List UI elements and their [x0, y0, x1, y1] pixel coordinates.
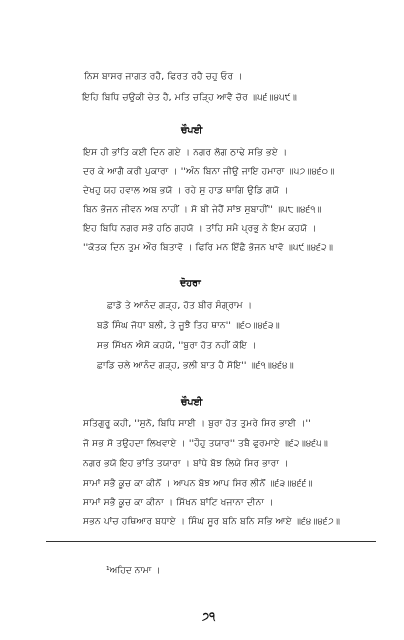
section-heading: ਚੌਪਈ — [181, 397, 203, 408]
section-heading: ਦੋਹਰਾ — [180, 278, 201, 289]
verse-line: ਦਰ ਕੇ ਆਗੈ ਕਰੀ ਪੁਕਾਰਾ । ''ਅੰਨ ਬਿਨਾ ਜੀਉ ਜਾਇ ਹਮਾਰਾ ॥੫੭॥੪੬੦॥ — [83, 166, 335, 177]
verse-line: ਛਾਡਿ ਚਲੇ ਆਨੰਦ ਗੜ੍ਹ, ਭਲੀ ਬਾਤ ਹੈ ਸੋਇ'' ॥੬੧॥੪੬੪॥ — [97, 360, 294, 371]
verse-line: ਸਾਮਾਂ ਸਭੈ ਕੂਚ ਕਾ ਕੀਨੋਂ । ਆਪਨ ਬੋਝ ਆਪ ਸਿਰ ਲੀਨੋਂ ॥੬੩॥੪੬੬॥ — [83, 478, 313, 489]
verse-line: ਇਹ ਬਿਧਿ ਨਗਰ ਸਭੋ ਹਠਿ ਗਹਯੋ । ਤਾਂਹਿ ਸਮੈ ਪ੍ਰਭੁ ਨੇ ਇਮ ਕਹਯੋ । — [83, 223, 317, 234]
verse-line: ਦੇਖਹੁ ਯਹ ਹਵਾਲ ਅਬ ਭਯੋ । ਰਹੇ ਸੁ ਹਾਡ ਥਾਗਿ ਉਡਿ ਗਯੋ । — [83, 185, 289, 196]
verse-line: ਬਿਨ ਭੋਜਨ ਜੀਵਨ ਅਬ ਨਾਹੀਂ । ਸੋ ਬੀ ਜੇਹੈਂ ਸਾਂਝ ਸੁਬਾਹੀਂ'' ॥੫੮॥੪੬੧॥ — [83, 204, 322, 215]
page-number: ੭੧ — [202, 610, 216, 623]
verse-line: ''ਕੋਤਕ ਦਿਨ ਤੁਮ ਔਰ ਬਿਤਾਵੋ । ਫਿਰਿ ਮਨ ਇੱਛੈ ਭੋਜਨ ਖਾਵੋ ॥੫੯॥੪੬੨॥ — [83, 242, 334, 253]
section-heading: ਚੌਪਈ — [181, 125, 203, 136]
footnote-divider — [46, 541, 376, 542]
verse-line: ਸਾਮਾਂ ਸਭੈ ਕੂਚ ਕਾ ਕੀਨਾ । ਸਿੱਖਨ ਬਾਂਟਿ ਖਜਾਨਾ ਦੀਨਾ । — [83, 497, 274, 508]
verse-line: ਬਡੋ ਸਿੰਘ ਜੋਧਾ ਬਲੀ, ਤੇ ਜੂਝੈ ਤਿਹ ਥਾਨ'' ॥੬੦॥੪੬੩॥ — [97, 320, 280, 331]
verse-line: ਇਹਿ ਬਿਧਿ ਚਉਕੀ ਚੇਤ ਹੈ, ਮਤਿ ਚੜ੍ਹਿ ਆਵੈ ਚੋਰ ॥੫੬॥੪੫੯॥ — [82, 92, 298, 103]
verse-line: ਇਸ ਹੀ ਭਾਂਤਿ ਕਈ ਦਿਨ ਗਏ । ਨਗਰ ਲੋਗ ਠਾਢੇ ਸਭਿ ਭਏ । — [83, 147, 288, 158]
verse-line: ਸਤਿਗੁਰੂ ਕਹੀ, ''ਸੁਨੋ, ਬਿਧਿ ਸਾਈ । ਬੁਰਾ ਹੋਤ ਤੁਮਰੇ ਸਿਰ ਭਾਈ ।'' — [83, 418, 311, 429]
footnote: ¹ਅਹਿਦ ਨਾਮਾ । — [106, 566, 161, 576]
verse-line: ਸਭ ਸਿੱਖਨ ਐਸੋ ਕਹਯੋ, ''ਬੁਰਾ ਹੋਤ ਨਹੀਂ ਕੋਇ । — [97, 340, 257, 351]
verse-line: ਜੋ ਸਭ ਸੋ ਤਉਹਦਾ ਲਿਖਵਾਏ । ''ਹੌਹੁ ਤਯਾਰ'' ਤਬੈ ਫੁਰਮਾਏ ॥੬੨॥੪੬੫॥ — [83, 438, 328, 449]
verse-line: ਨਗਰ ਭਯੋ ਇਹ ਭਾਂਤਿ ਤਯਾਰਾ । ਬਾਂਧੇ ਬੋਝ ਲਿਯੇ ਸਿਰ ਭਾਰਾ । — [83, 458, 289, 469]
verse-line: ਨਿਸ ਬਾਸਰ ਜਾਗਤ ਰਹੈ, ਫਿਰਤ ਰਹੈ ਚਹੁ ਓਰ । — [84, 71, 243, 82]
verse-line: ਸਭਨ ਪਾਂਚ ਹਥਿਆਰ ਬਧਾਏ । ਸਿੰਘ ਸੂਰ ਬਨਿ ਬਨਿ ਸਭਿ ਆਏ ॥੬੪॥੪੬੭॥ — [83, 516, 341, 527]
verse-line: ਛਾਡੋ ਤੇ ਆਨੰਦ ਗੜ੍ਹ, ਹੋਤ ਬੀਰ ਸੰਗ੍ਰਾਮ । — [107, 300, 253, 311]
